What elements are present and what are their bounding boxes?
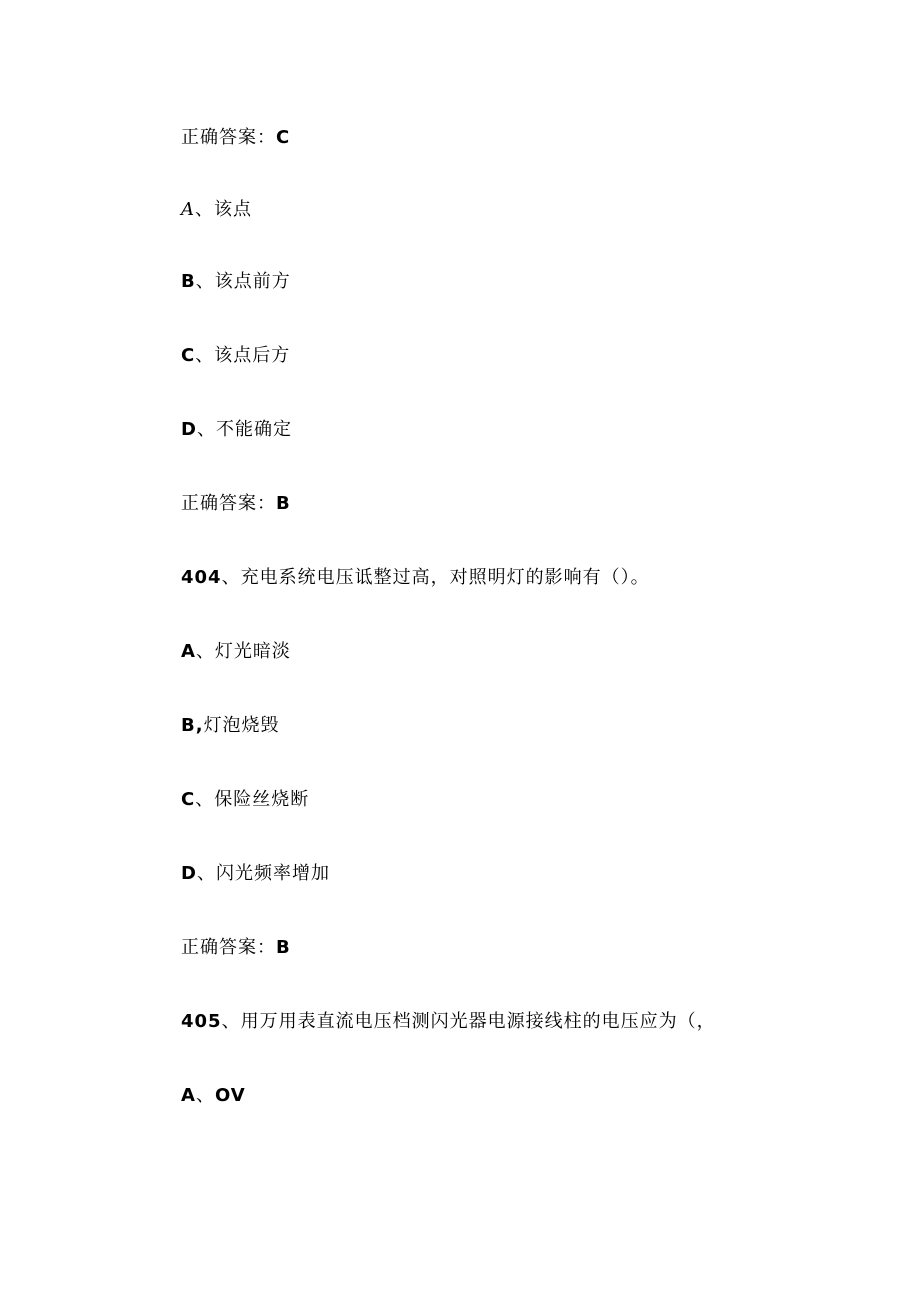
option-text: 、灯光暗淡	[195, 641, 291, 662]
option-letter: A	[181, 641, 196, 662]
answer-value: C	[276, 127, 291, 148]
option-text: 、该点前方	[195, 271, 291, 292]
option-letter: B,	[181, 715, 204, 736]
option-a-line	[181, 640, 291, 664]
option-text: 、	[195, 1085, 215, 1106]
option-letter: C	[181, 345, 196, 366]
option-d-line	[181, 418, 292, 442]
option-a-line	[181, 198, 252, 222]
option-letter: A	[181, 199, 195, 220]
question-404	[181, 566, 650, 590]
option-text: 、该点后方	[195, 345, 291, 366]
option-text: 、保险丝烧断	[195, 789, 310, 810]
option-text: 灯泡烧毁	[203, 715, 280, 736]
question-text: 、充电系统电压诋整过高，对照明灯的影响有（）。	[221, 567, 650, 588]
answer-label: 正确答案：	[181, 937, 276, 958]
answer-label: 正确答案：	[181, 493, 276, 514]
option-b-line	[181, 714, 280, 738]
question-text: 、用万用表直流电压档测闪光器电源接线柱的电压应为（，	[221, 1011, 716, 1032]
answer-label: 正确答案：	[181, 127, 276, 148]
option-letter: A	[181, 1085, 196, 1106]
option-c-line	[181, 788, 309, 812]
answer-value: B	[276, 493, 291, 514]
option-d-line	[181, 862, 330, 886]
answer-value: B	[276, 937, 291, 958]
option-letter: B	[181, 271, 196, 292]
option-text: 、不能确定	[196, 419, 292, 440]
answer-line-2	[181, 492, 291, 516]
option-text: 、闪光频率增加	[196, 863, 330, 884]
answer-line-3	[181, 936, 291, 960]
option-b-line	[181, 270, 291, 294]
option-letter: C	[181, 789, 196, 810]
option-letter: D	[181, 419, 197, 440]
question-number: 405	[181, 1011, 222, 1032]
option-letter: D	[181, 863, 197, 884]
option-c-line	[181, 344, 290, 368]
option-a-line	[181, 1084, 246, 1108]
question-number: 404	[181, 567, 222, 588]
question-405	[181, 1010, 716, 1034]
option-text: 、该点	[195, 199, 252, 220]
answer-line-1	[181, 126, 290, 150]
option-value: OV	[214, 1085, 246, 1106]
